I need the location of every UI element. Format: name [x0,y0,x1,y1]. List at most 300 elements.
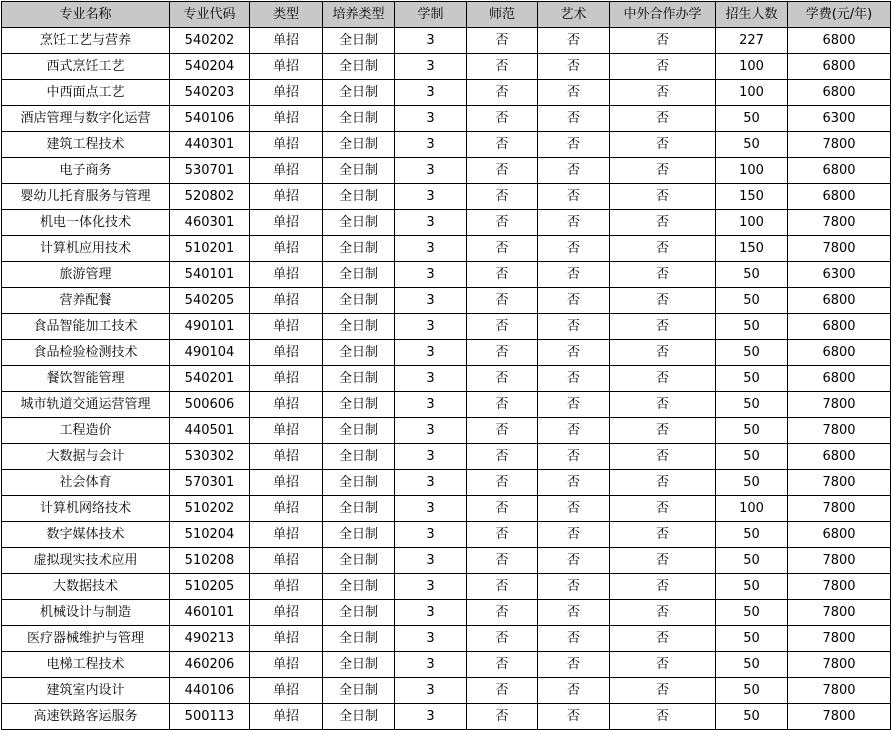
training-type-cell: 全日制 [323,184,395,210]
type-cell: 单招 [250,704,323,730]
major-code-cell: 540205 [170,288,250,314]
type-cell: 单招 [250,470,323,496]
sino-foreign-cell: 否 [610,418,716,444]
header-duration: 学制 [395,2,467,28]
major-code-cell: 510201 [170,236,250,262]
enrollment-cell: 50 [716,366,788,392]
type-cell: 单招 [250,262,323,288]
teacher-training-cell: 否 [467,132,538,158]
training-type-cell: 全日制 [323,600,395,626]
teacher-training-cell: 否 [467,158,538,184]
art-cell: 否 [538,288,610,314]
header-art: 艺术 [538,2,610,28]
tuition-cell: 7800 [788,704,891,730]
enrollment-cell: 50 [716,600,788,626]
major-code-cell: 440301 [170,132,250,158]
type-cell: 单招 [250,340,323,366]
major-code-cell: 540101 [170,262,250,288]
sino-foreign-cell: 否 [610,392,716,418]
training-type-cell: 全日制 [323,548,395,574]
art-cell: 否 [538,262,610,288]
major-code-cell: 460206 [170,652,250,678]
teacher-training-cell: 否 [467,704,538,730]
major-name-cell: 烹饪工艺与营养 [2,28,170,54]
major-code-cell: 510208 [170,548,250,574]
teacher-training-cell: 否 [467,28,538,54]
art-cell: 否 [538,314,610,340]
sino-foreign-cell: 否 [610,28,716,54]
type-cell: 单招 [250,236,323,262]
duration-cell: 3 [395,106,467,132]
major-code-cell: 500606 [170,392,250,418]
teacher-training-cell: 否 [467,366,538,392]
major-code-cell: 540106 [170,106,250,132]
teacher-training-cell: 否 [467,418,538,444]
sino-foreign-cell: 否 [610,236,716,262]
training-type-cell: 全日制 [323,80,395,106]
enrollment-cell: 50 [716,704,788,730]
training-type-cell: 全日制 [323,28,395,54]
table-row [2,262,891,288]
enrollment-cell: 100 [716,210,788,236]
table-row [2,600,891,626]
sino-foreign-cell: 否 [610,366,716,392]
enrollment-cell: 50 [716,548,788,574]
type-cell: 单招 [250,496,323,522]
teacher-training-cell: 否 [467,236,538,262]
duration-cell: 3 [395,210,467,236]
tuition-cell: 7800 [788,626,891,652]
sino-foreign-cell: 否 [610,522,716,548]
duration-cell: 3 [395,314,467,340]
teacher-training-cell: 否 [467,678,538,704]
teacher-training-cell: 否 [467,210,538,236]
type-cell: 单招 [250,132,323,158]
major-code-cell: 530701 [170,158,250,184]
type-cell: 单招 [250,626,323,652]
art-cell: 否 [538,132,610,158]
major-name-cell: 食品检验检测技术 [2,340,170,366]
duration-cell: 3 [395,652,467,678]
teacher-training-cell: 否 [467,314,538,340]
type-cell: 单招 [250,80,323,106]
teacher-training-cell: 否 [467,54,538,80]
major-code-cell: 440106 [170,678,250,704]
training-type-cell: 全日制 [323,470,395,496]
duration-cell: 3 [395,600,467,626]
major-code-cell: 510202 [170,496,250,522]
table-row [2,444,891,470]
training-type-cell: 全日制 [323,210,395,236]
duration-cell: 3 [395,262,467,288]
teacher-training-cell: 否 [467,106,538,132]
tuition-cell: 6800 [788,444,891,470]
duration-cell: 3 [395,522,467,548]
type-cell: 单招 [250,678,323,704]
teacher-training-cell: 否 [467,652,538,678]
major-code-cell: 570301 [170,470,250,496]
header-enrollment: 招生人数 [716,2,788,28]
major-name-cell: 大数据与会计 [2,444,170,470]
table-body [2,28,891,730]
art-cell: 否 [538,158,610,184]
enrollment-cell: 50 [716,522,788,548]
table-row [2,184,891,210]
enrollment-cell: 50 [716,288,788,314]
duration-cell: 3 [395,54,467,80]
table-row [2,678,891,704]
tuition-cell: 7800 [788,470,891,496]
header-sino-foreign: 中外合作办学 [610,2,716,28]
tuition-cell: 7800 [788,132,891,158]
training-type-cell: 全日制 [323,132,395,158]
header-tuition: 学费(元/年) [788,2,891,28]
enrollment-cell: 50 [716,392,788,418]
major-name-cell: 食品智能加工技术 [2,314,170,340]
table-row [2,340,891,366]
enrollment-cell: 150 [716,184,788,210]
type-cell: 单招 [250,184,323,210]
teacher-training-cell: 否 [467,288,538,314]
table-row [2,236,891,262]
training-type-cell: 全日制 [323,54,395,80]
major-name-cell: 虚拟现实技术应用 [2,548,170,574]
major-code-cell: 460101 [170,600,250,626]
training-type-cell: 全日制 [323,704,395,730]
major-name-cell: 西式烹饪工艺 [2,54,170,80]
art-cell: 否 [538,652,610,678]
header-training-type: 培养类型 [323,2,395,28]
major-name-cell: 机电一体化技术 [2,210,170,236]
tuition-cell: 6300 [788,262,891,288]
table-row [2,366,891,392]
header-major-code: 专业代码 [170,2,250,28]
major-code-cell: 520802 [170,184,250,210]
type-cell: 单招 [250,210,323,236]
enrollment-cell: 50 [716,418,788,444]
duration-cell: 3 [395,626,467,652]
sino-foreign-cell: 否 [610,340,716,366]
tuition-cell: 6800 [788,314,891,340]
sino-foreign-cell: 否 [610,158,716,184]
art-cell: 否 [538,704,610,730]
duration-cell: 3 [395,288,467,314]
table-row [2,418,891,444]
table-row [2,522,891,548]
type-cell: 单招 [250,392,323,418]
sino-foreign-cell: 否 [610,444,716,470]
type-cell: 单招 [250,652,323,678]
enrollment-cell: 100 [716,158,788,184]
tuition-cell: 7800 [788,652,891,678]
art-cell: 否 [538,392,610,418]
teacher-training-cell: 否 [467,522,538,548]
major-name-cell: 计算机网络技术 [2,496,170,522]
major-code-cell: 540201 [170,366,250,392]
major-name-cell: 机械设计与制造 [2,600,170,626]
duration-cell: 3 [395,548,467,574]
major-name-cell: 建筑室内设计 [2,678,170,704]
training-type-cell: 全日制 [323,392,395,418]
major-name-cell: 中西面点工艺 [2,80,170,106]
art-cell: 否 [538,184,610,210]
tuition-cell: 7800 [788,548,891,574]
header-major-name: 专业名称 [2,2,170,28]
sino-foreign-cell: 否 [610,496,716,522]
art-cell: 否 [538,444,610,470]
tuition-cell: 6300 [788,106,891,132]
tuition-cell: 7800 [788,392,891,418]
duration-cell: 3 [395,366,467,392]
table-row [2,158,891,184]
training-type-cell: 全日制 [323,418,395,444]
major-code-cell: 490101 [170,314,250,340]
duration-cell: 3 [395,470,467,496]
duration-cell: 3 [395,392,467,418]
enrollment-cell: 100 [716,54,788,80]
sino-foreign-cell: 否 [610,574,716,600]
table-row [2,54,891,80]
major-code-cell: 540204 [170,54,250,80]
major-name-cell: 餐饮智能管理 [2,366,170,392]
type-cell: 单招 [250,314,323,340]
table-row [2,626,891,652]
major-name-cell: 婴幼儿托育服务与管理 [2,184,170,210]
major-code-cell: 510205 [170,574,250,600]
art-cell: 否 [538,28,610,54]
type-cell: 单招 [250,600,323,626]
art-cell: 否 [538,366,610,392]
tuition-cell: 6800 [788,366,891,392]
training-type-cell: 全日制 [323,366,395,392]
major-name-cell: 工程造价 [2,418,170,444]
teacher-training-cell: 否 [467,574,538,600]
training-type-cell: 全日制 [323,106,395,132]
art-cell: 否 [538,574,610,600]
table-row [2,288,891,314]
training-type-cell: 全日制 [323,340,395,366]
tuition-cell: 6800 [788,80,891,106]
duration-cell: 3 [395,132,467,158]
tuition-cell: 6800 [788,340,891,366]
training-type-cell: 全日制 [323,444,395,470]
art-cell: 否 [538,418,610,444]
tuition-cell: 7800 [788,496,891,522]
enrollment-table-container [1,1,891,730]
type-cell: 单招 [250,418,323,444]
sino-foreign-cell: 否 [610,704,716,730]
tuition-cell: 7800 [788,236,891,262]
sino-foreign-cell: 否 [610,262,716,288]
major-name-cell: 酒店管理与数字化运营 [2,106,170,132]
enrollment-cell: 50 [716,444,788,470]
art-cell: 否 [538,626,610,652]
art-cell: 否 [538,470,610,496]
training-type-cell: 全日制 [323,158,395,184]
major-code-cell: 440501 [170,418,250,444]
enrollment-cell: 100 [716,80,788,106]
teacher-training-cell: 否 [467,600,538,626]
type-cell: 单招 [250,54,323,80]
art-cell: 否 [538,678,610,704]
teacher-training-cell: 否 [467,184,538,210]
tuition-cell: 7800 [788,574,891,600]
tuition-cell: 6800 [788,184,891,210]
duration-cell: 3 [395,158,467,184]
sino-foreign-cell: 否 [610,548,716,574]
training-type-cell: 全日制 [323,262,395,288]
tuition-cell: 6800 [788,288,891,314]
sino-foreign-cell: 否 [610,184,716,210]
major-code-cell: 540203 [170,80,250,106]
training-type-cell: 全日制 [323,626,395,652]
major-code-cell: 500113 [170,704,250,730]
art-cell: 否 [538,80,610,106]
tuition-cell: 6800 [788,158,891,184]
duration-cell: 3 [395,418,467,444]
teacher-training-cell: 否 [467,80,538,106]
type-cell: 单招 [250,574,323,600]
training-type-cell: 全日制 [323,574,395,600]
tuition-cell: 7800 [788,210,891,236]
art-cell: 否 [538,106,610,132]
major-name-cell: 建筑工程技术 [2,132,170,158]
sino-foreign-cell: 否 [610,470,716,496]
major-name-cell: 大数据技术 [2,574,170,600]
major-code-cell: 530302 [170,444,250,470]
duration-cell: 3 [395,704,467,730]
enrollment-cell: 50 [716,132,788,158]
enrollment-cell: 50 [716,314,788,340]
enrollment-cell: 150 [716,236,788,262]
teacher-training-cell: 否 [467,548,538,574]
table-row [2,496,891,522]
tuition-cell: 7800 [788,678,891,704]
tuition-cell: 6800 [788,522,891,548]
training-type-cell: 全日制 [323,314,395,340]
duration-cell: 3 [395,340,467,366]
teacher-training-cell: 否 [467,392,538,418]
sino-foreign-cell: 否 [610,106,716,132]
sino-foreign-cell: 否 [610,210,716,236]
major-name-cell: 社会体育 [2,470,170,496]
table-row [2,392,891,418]
tuition-cell: 7800 [788,418,891,444]
type-cell: 单招 [250,444,323,470]
enrollment-cell: 50 [716,678,788,704]
sino-foreign-cell: 否 [610,314,716,340]
duration-cell: 3 [395,184,467,210]
header-teacher-training: 师范 [467,2,538,28]
training-type-cell: 全日制 [323,496,395,522]
major-name-cell: 营养配餐 [2,288,170,314]
table-row [2,80,891,106]
major-name-cell: 电子商务 [2,158,170,184]
type-cell: 单招 [250,522,323,548]
enrollment-cell: 50 [716,262,788,288]
enrollment-cell: 227 [716,28,788,54]
header-type: 类型 [250,2,323,28]
table-row [2,574,891,600]
teacher-training-cell: 否 [467,496,538,522]
type-cell: 单招 [250,288,323,314]
duration-cell: 3 [395,444,467,470]
art-cell: 否 [538,600,610,626]
enrollment-cell: 50 [716,340,788,366]
training-type-cell: 全日制 [323,522,395,548]
sino-foreign-cell: 否 [610,600,716,626]
art-cell: 否 [538,522,610,548]
tuition-cell: 6800 [788,28,891,54]
major-code-cell: 490104 [170,340,250,366]
teacher-training-cell: 否 [467,626,538,652]
enrollment-cell: 100 [716,496,788,522]
table-row [2,132,891,158]
art-cell: 否 [538,210,610,236]
major-name-cell: 电梯工程技术 [2,652,170,678]
enrollment-cell: 50 [716,652,788,678]
art-cell: 否 [538,54,610,80]
major-code-cell: 460301 [170,210,250,236]
major-name-cell: 旅游管理 [2,262,170,288]
teacher-training-cell: 否 [467,470,538,496]
teacher-training-cell: 否 [467,262,538,288]
major-code-cell: 540202 [170,28,250,54]
major-name-cell: 医疗器械维护与管理 [2,626,170,652]
training-type-cell: 全日制 [323,652,395,678]
duration-cell: 3 [395,80,467,106]
header-row [2,2,891,28]
teacher-training-cell: 否 [467,340,538,366]
major-name-cell: 数字媒体技术 [2,522,170,548]
table-row [2,106,891,132]
duration-cell: 3 [395,496,467,522]
major-name-cell: 计算机应用技术 [2,236,170,262]
duration-cell: 3 [395,574,467,600]
sino-foreign-cell: 否 [610,80,716,106]
enrollment-table [1,1,891,730]
duration-cell: 3 [395,236,467,262]
table-row [2,314,891,340]
table-row [2,470,891,496]
type-cell: 单招 [250,548,323,574]
training-type-cell: 全日制 [323,678,395,704]
enrollment-cell: 50 [716,106,788,132]
major-name-cell: 城市轨道交通运营管理 [2,392,170,418]
enrollment-cell: 50 [716,470,788,496]
training-type-cell: 全日制 [323,236,395,262]
duration-cell: 3 [395,28,467,54]
type-cell: 单招 [250,158,323,184]
sino-foreign-cell: 否 [610,626,716,652]
sino-foreign-cell: 否 [610,132,716,158]
enrollment-cell: 50 [716,626,788,652]
table-row [2,548,891,574]
major-code-cell: 490213 [170,626,250,652]
tuition-cell: 7800 [788,600,891,626]
table-row [2,704,891,730]
table-row [2,210,891,236]
sino-foreign-cell: 否 [610,288,716,314]
enrollment-cell: 50 [716,574,788,600]
tuition-cell: 6800 [788,54,891,80]
type-cell: 单招 [250,366,323,392]
major-name-cell: 高速铁路客运服务 [2,704,170,730]
art-cell: 否 [538,548,610,574]
sino-foreign-cell: 否 [610,678,716,704]
teacher-training-cell: 否 [467,444,538,470]
art-cell: 否 [538,496,610,522]
